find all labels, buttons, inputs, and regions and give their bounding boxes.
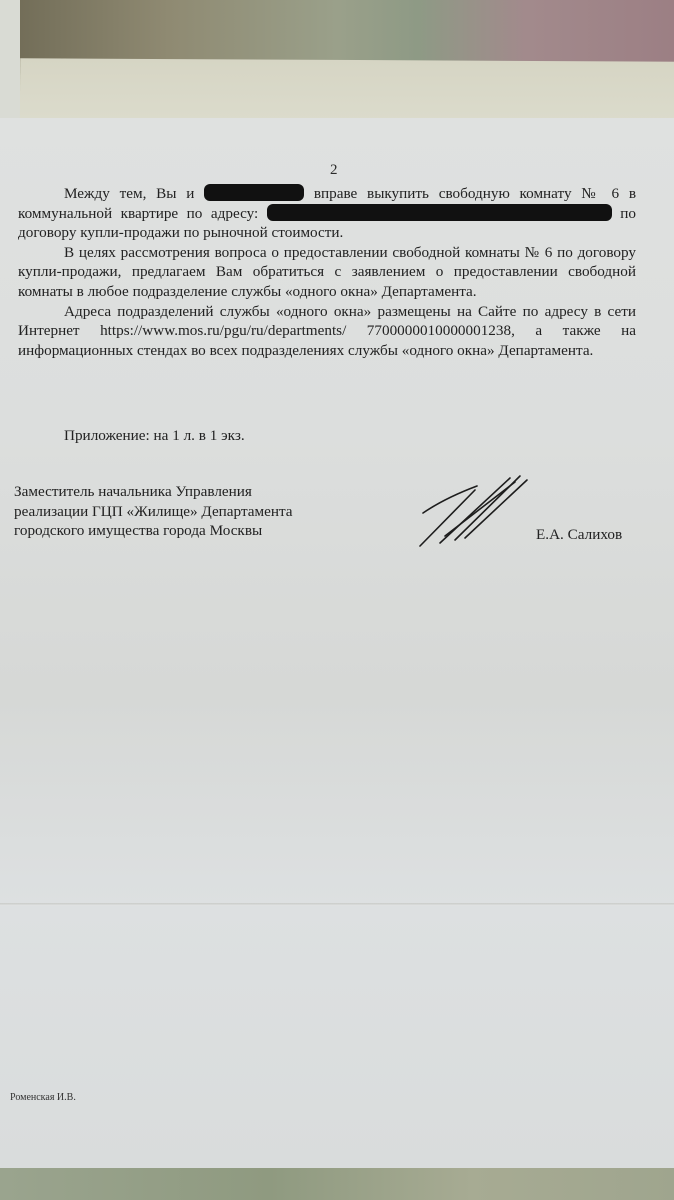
signer-title-line: городского имущества города Москвы: [14, 522, 263, 540]
paragraph-1: [18, 184, 636, 243]
signer-name: Е.А. Салихов: [536, 526, 623, 543]
paragraph-3: Адреса подразделений службы «одного окна» размещены на Сайте по адресу в сети Интернет https://www.mos.ru/pgu/ru/departments/ 7700000010000001238, а также на информационных стендах во всех подразделениях службы «одного окна» Департамента.: [18, 302, 636, 359]
letter-body: [18, 184, 636, 360]
appendix-note: Приложение: на 1 л. в 1 экз.: [64, 427, 245, 444]
paper-fold-line: [0, 903, 674, 906]
background-fabric-bottom: [0, 1165, 674, 1200]
background-sheet-left: [0, 0, 20, 135]
redacted-address: [267, 204, 612, 221]
signer-title-line: Заместитель начальника Управления: [14, 483, 252, 500]
paragraph-1-part-3: по договору купли-продажи по рыночной стоимости.: [18, 204, 636, 242]
paragraph-2: В целях рассмотрения вопроса о предоставлении свободной комнаты № 6 по договору купли-продажи, предлагаем Вам обратиться с заявлением о предоставлении свободной комнаты в любое подразделение службы «одного окна» Департамента.: [18, 243, 636, 300]
letter-page: [0, 118, 674, 1168]
signer-title: [14, 482, 293, 541]
paragraph-1-part-1: Между тем, Вы и: [64, 185, 205, 202]
executor-name: Роменская И.В.: [10, 1092, 76, 1103]
signature-icon: [415, 468, 545, 548]
redacted-name: [204, 184, 304, 201]
signer-title-line: реализации ГЦП «Жилище» Департамента: [14, 502, 293, 520]
page-number: 2: [330, 162, 338, 178]
paragraph-1-part-2: вправе выкупить свободную комнату № 6 в коммунальной квартире по адресу:: [18, 185, 636, 222]
